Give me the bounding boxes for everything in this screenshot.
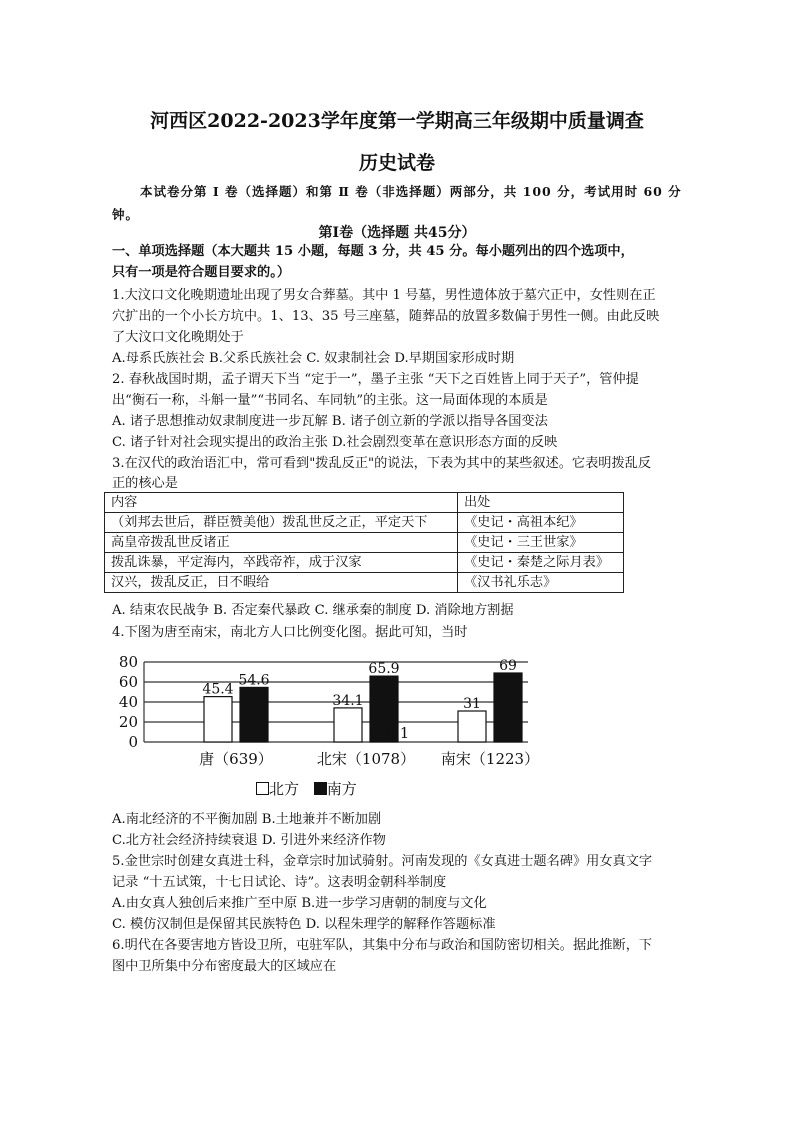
y-tick-label: 80 (118, 653, 138, 671)
table-cell-content: 高皇帝拨乱世反诸正 (105, 533, 458, 553)
y-tick-label: 0 (128, 733, 138, 751)
legend-south-swatch (314, 782, 327, 795)
q6-line-1: 6.明代在各要害地方皆设卫所，屯驻军队，其集中分布与政治和国防密切相关。据此推断，下 (112, 938, 653, 953)
q5-options-cd: C. 模仿汉制但是保留其民族特色 D. 以程朱理学的解释作答题标准 (112, 917, 496, 932)
table-header-content: 内容 (105, 493, 458, 513)
exam-title: 河西区2022-2023学年度第一学期高三年级期中质量调查 (150, 110, 644, 132)
bar-north (204, 697, 232, 742)
q4-options-cd: C.北方社会经济持续衰退 D. 引进外来经济作物 (112, 833, 386, 848)
q3-line-2: 正的核心是 (112, 476, 178, 491)
q4-options-ab: A.南北经济的不平衡加剧 B.土地兼并不断加剧 (112, 812, 382, 827)
bar-north (334, 708, 362, 742)
q2-options-ab: A. 诸子思想推动奴隶制度进一步瓦解 B. 诸子创立新的学派以指导各国变法 (112, 414, 548, 429)
table-header-source: 出处 (458, 493, 624, 513)
section-title: 第Ⅰ卷（选择题 共45分） (318, 225, 476, 241)
bar-south (240, 687, 268, 742)
x-category-label: 北宋（1078） (316, 750, 416, 768)
bar-value-label: 45.4 (202, 681, 234, 698)
bar-value-label: 69 (499, 658, 517, 674)
table-row (105, 573, 624, 593)
q3-options: A. 结束农民战争 B. 否定秦代暴政 C. 继承秦的制度 D. 消除地方割据 (112, 603, 514, 618)
table-cell-source: 《史记・高祖本纪》 (458, 513, 624, 533)
bar-north (458, 711, 486, 742)
y-tick-label: 40 (118, 693, 138, 711)
exam-subtitle: 历史试卷 (358, 152, 435, 174)
q3-quote-table (104, 492, 624, 593)
bar-value-label: 34.1 (332, 692, 364, 709)
instructions-line-2: 只有一项是符合题目要求的。） (112, 265, 291, 280)
q1-options: A.母系氏族社会 B.父系氏族社会 C. 奴隶制社会 D.早期国家形成时期 (112, 351, 515, 366)
q3-line-1: 3.在汉代的政治语汇中，常可看到"拨乱反正"的说法，下表为其中的某些叙述。它表明拨乱反 (112, 456, 652, 471)
q5-line-1: 5.金世宗时创建女真进士科，金章宗时加试骑射。河南发现的《女真进士题名碑》用女真文字 (112, 854, 653, 869)
table-header-row (105, 493, 624, 513)
table-row (105, 513, 624, 533)
legend-north-label: 北方 (269, 780, 300, 798)
q4-line-1: 4.下图为唐至南宋，南北方人口比例变化图。据此可知，当时 (112, 625, 468, 640)
table-row (105, 553, 624, 573)
q5-options-ab: A.由女真人独创后来推广至中原 B.进一步学习唐朝的制度与文化 (112, 896, 487, 911)
exam-note: 本试卷分第 Ⅰ 卷（选择题）和第 Ⅱ 卷（非选择题）两部分，共 100 分，考试用时 60 分钟。 (112, 184, 682, 222)
table-cell-source: 《史记・三王世家》 (458, 533, 624, 553)
bar-south (494, 673, 522, 742)
x-category-label: 南宋（1223） (440, 750, 540, 768)
q2-options-cd: C. 诸子针对社会现实提出的政治主张 D.社会剧烈变革在意识形态方面的反映 (112, 435, 558, 450)
bar-value-label: 31 (463, 696, 481, 712)
q2-line-2: 出“衡石一称，斗斛一量”“书同名、车同轨”的主张。这一局面体现的本质是 (112, 393, 548, 408)
table-cell-content: （刘邦去世后，群臣赞美他）拨乱世反之正，平定天下 (105, 513, 458, 533)
instructions-line-1: 一、单项选择题（本大题共 15 小题，每题 3 分，共 45 分。每小题列出的四个选项中， (112, 244, 634, 259)
legend-north-swatch (256, 782, 269, 795)
q5-line-2: 记录 “十五试策，十七日试论、诗”。这表明金朝科举制度 (112, 875, 447, 890)
bar-value-label: 65.9 (368, 661, 400, 678)
table-cell-source: 《史记・秦楚之际月表》 (458, 553, 624, 573)
q6-line-2: 图中卫所集中分布密度最大的区域应在 (112, 959, 337, 974)
q1-line-3: 了大汶口文化晚期处于 (112, 330, 244, 345)
bar-value-label: 54.6 (238, 672, 270, 689)
chart-legend (256, 778, 357, 799)
q1-line-2: 穴扩出的一个小长方坑中。1、13、35 号三座墓，随葬品的放置多数偏于男性一侧。由此反映 (112, 309, 660, 324)
y-tick-label: 60 (118, 673, 138, 691)
table-cell-content: 汉兴，拨乱反正，日不暇给 (105, 573, 458, 593)
q2-line-1: 2. 春秋战国时期，孟子谓天下当 “定于一”，墨子主张 “天下之百姓皆上同于天子”，管仲提 (112, 372, 639, 387)
q1-line-1: 1.大汶口文化晚期遗址出现了男女合葬墓。其中 1 号墓，男性遗体放于墓穴正中，女性则在正 (112, 288, 656, 303)
table-row (105, 533, 624, 553)
legend-south-label: 南方 (326, 780, 357, 798)
x-category-label: 唐（639） (199, 750, 273, 768)
chart-annotation: 图 1 (380, 724, 410, 742)
table-cell-content: 拨乱诛暴，平定海内，卒践帝祚，成于汉家 (105, 553, 458, 573)
table-cell-source: 《汉书礼乐志》 (458, 573, 624, 593)
y-tick-label: 20 (118, 713, 138, 731)
